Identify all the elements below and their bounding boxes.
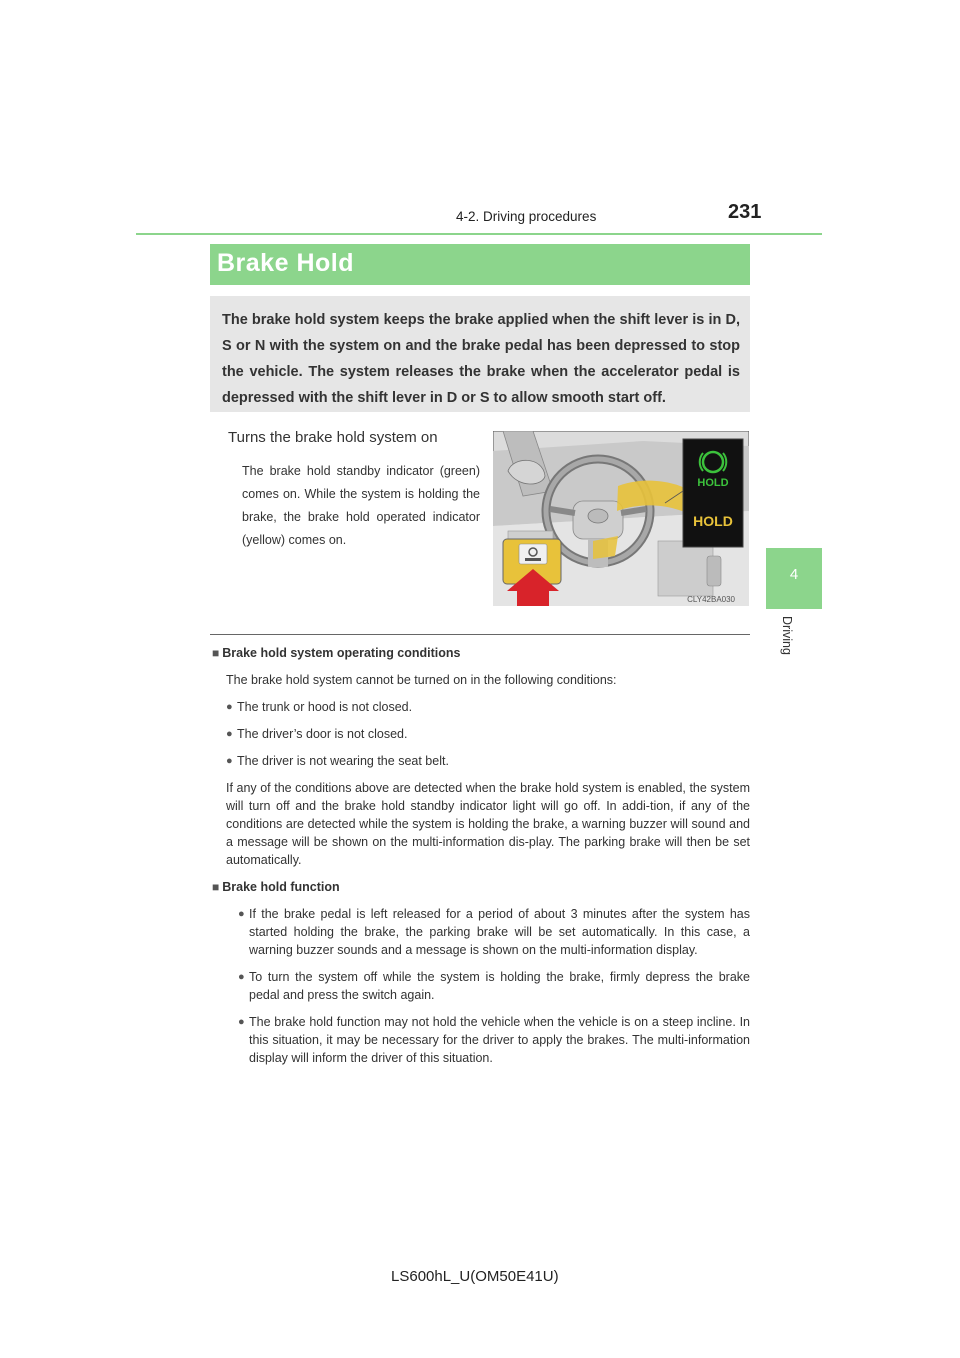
list-item: ● The driver is not wearing the seat belt.: [226, 752, 750, 770]
footer-model-code: LS600hL_U(OM50E41U): [391, 1268, 559, 1285]
chapter-tab-number: 4: [789, 566, 799, 583]
square-bullet-icon: ■: [212, 880, 220, 894]
paragraph: If any of the conditions above are detected when the brake hold system is enabled, the system will turn off and the brake hold standby indicator light will go off. In addi-tion, if any of the conditions are detected while the system is holding the brake, a warning buzzer will sound and a message will be shown on the multi-information dis-play. The parking brake will then be set automatically.: [226, 781, 750, 867]
subsection-heading: ■ Brake hold function: [212, 880, 340, 894]
chapter-tab: [766, 548, 822, 609]
list-item: ● To turn the system off while the system is holding the brake, firmly depress the brake pedal and press the switch again.: [238, 968, 750, 1004]
section-title: Brake Hold: [217, 249, 354, 277]
subsection-heading: ■ Brake hold system operating conditions: [212, 646, 461, 660]
hold-indicator-panel: [683, 439, 743, 547]
list-item: ● The brake hold function may not hold the vehicle when the vehicle is on a steep incline. In this situation, it may be necessary for the driver to apply the brakes. The multi-information display will inform the driver of this situation.: [238, 1013, 750, 1067]
hold-indicator-label-yellow: HOLD: [693, 513, 733, 529]
list-item: ● If the brake pedal is left released for a period of about 3 minutes after the system has started holding the brake, the parking brake will be set automatically. In this case, a warning buzzer sounds and a message is shown on the multi-information display.: [238, 905, 750, 959]
step-title: Turns the brake hold system on: [228, 429, 438, 446]
hold-indicator-label-green: HOLD: [697, 477, 729, 489]
brake-hold-illustration: [493, 431, 749, 606]
list-item: ● The driver’s door is not closed.: [226, 725, 750, 743]
step-description: The brake hold standby indicator (green) comes on. While the system is holding the brake, the brake hold operated indicator (yellow) comes on.: [242, 464, 480, 547]
header-rule: [136, 233, 822, 235]
notes-content: [212, 644, 750, 1076]
square-bullet-icon: ■: [212, 646, 220, 660]
section-title-bar: [210, 244, 750, 285]
separator-rule: [210, 634, 750, 635]
intro-text: The brake hold system keeps the brake applied when the shift lever is in D, S or N with the system on and the brake pedal has been depressed to stop the vehicle. The system releases the brake when the accelerator pedal is depressed with the shift lever in D or S to allow smooth start off.: [222, 312, 740, 406]
running-header-section: 4-2. Driving procedures: [456, 209, 597, 224]
intro-box: [210, 296, 750, 412]
paragraph: The brake hold system cannot be turned on in the following conditions:: [226, 673, 617, 687]
list-item: ● The trunk or hood is not closed.: [226, 698, 750, 716]
chapter-tab-label: Driving: [780, 616, 794, 655]
page-number: 231: [728, 201, 762, 223]
figure-code: CLY42BA030: [687, 595, 735, 604]
